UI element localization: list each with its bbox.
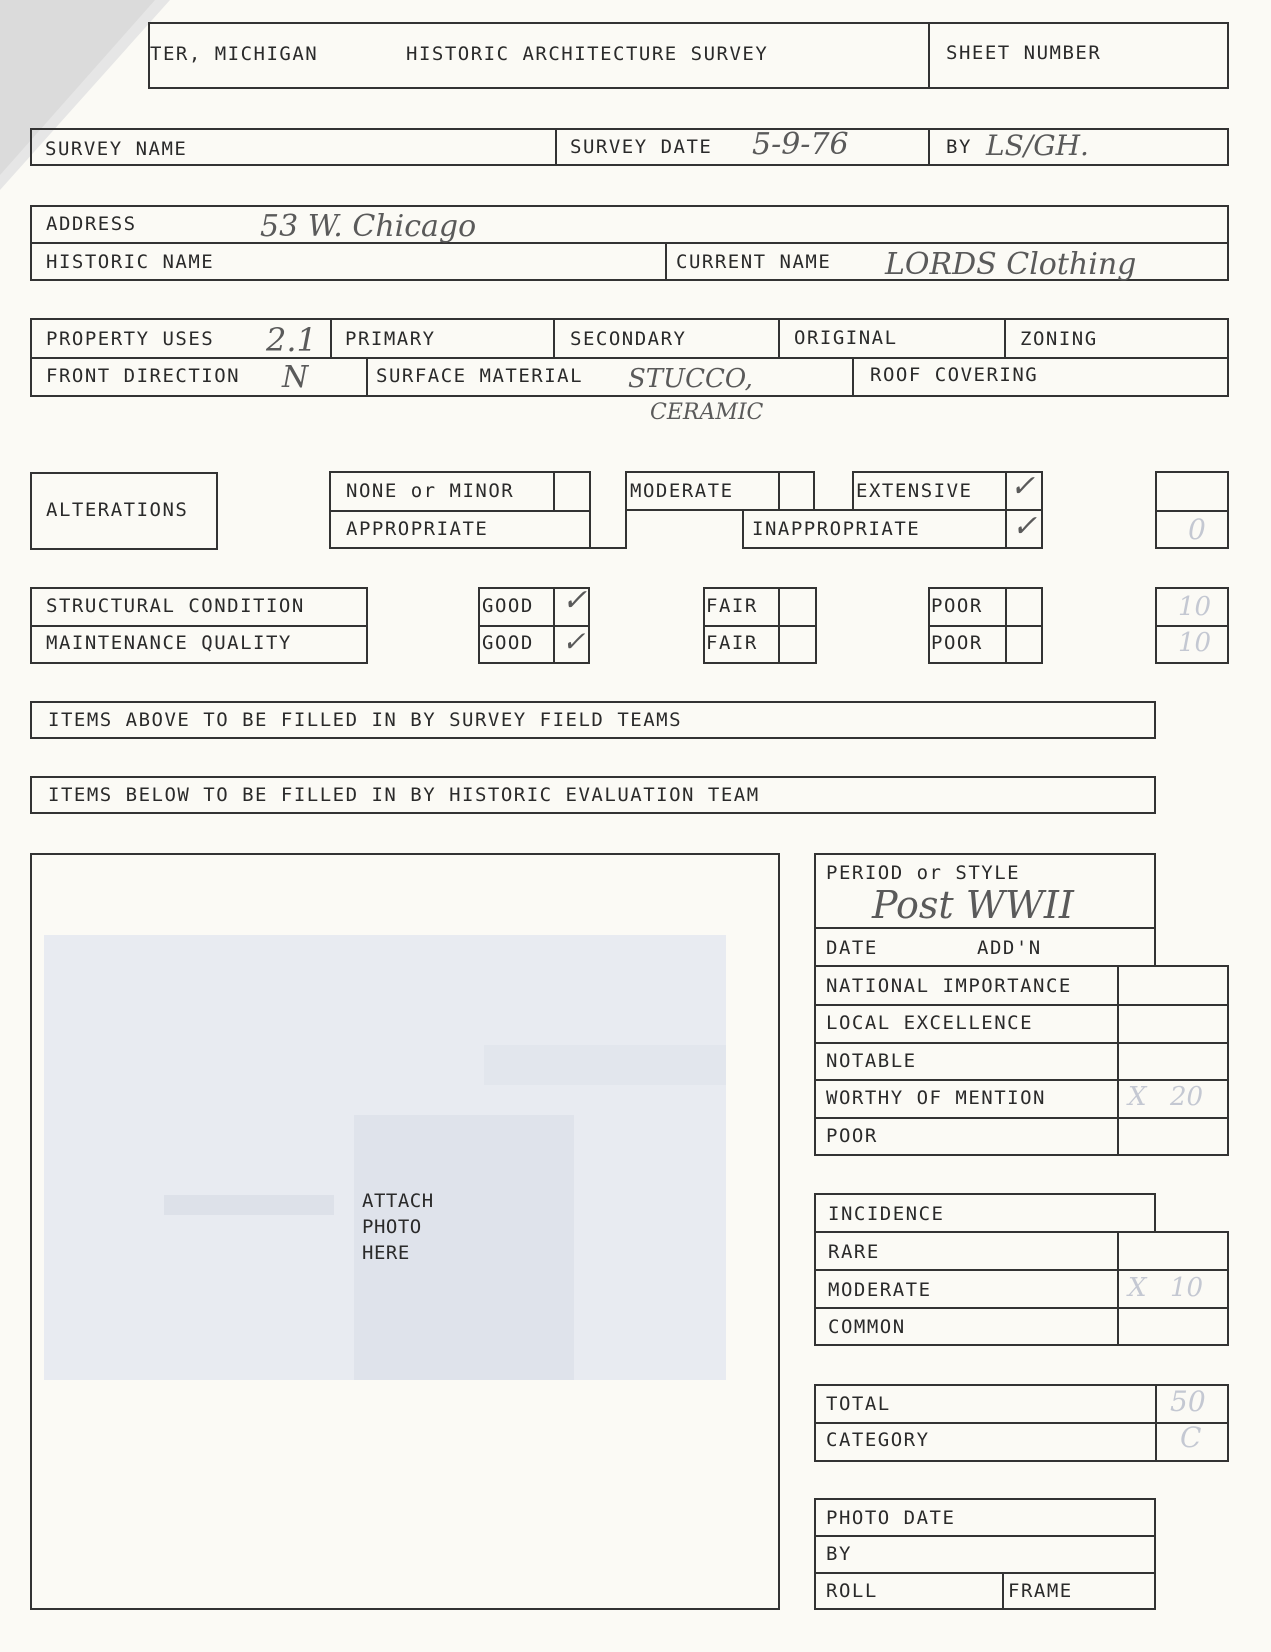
survey-by-value: LS/GH.: [986, 129, 1089, 162]
inappropriate-mark: ✓: [1012, 509, 1038, 544]
extensive-label: EXTENSIVE: [856, 480, 973, 502]
worthy-mark: X: [1128, 1082, 1147, 1112]
maintenance-score: 10: [1178, 628, 1212, 658]
structural-good-mark: ✓: [562, 583, 588, 618]
period-style-label: PERIOD or STYLE: [826, 862, 1021, 884]
rare-label: RARE: [828, 1241, 880, 1263]
maintenance-good-label: GOOD: [482, 632, 534, 654]
address-label: ADDRESS: [46, 213, 137, 235]
front-direction-value: N: [282, 360, 309, 395]
header-city: TER, MICHIGAN: [150, 43, 319, 65]
photo-date-label: PHOTO DATE: [826, 1507, 956, 1529]
survey-name-label: SURVEY NAME: [45, 138, 188, 160]
worthy-score: 20: [1170, 1082, 1204, 1112]
evaluation-poor-label: POOR: [826, 1125, 878, 1147]
inappropriate-label: INAPPROPRIATE: [752, 518, 921, 540]
maintenance-good-mark: ✓: [562, 625, 586, 658]
frame-label: FRAME: [1008, 1580, 1073, 1602]
extensive-mark: ✓: [1010, 469, 1036, 504]
survey-by-label: BY: [946, 136, 972, 158]
property-uses-value: 2.1: [266, 321, 317, 359]
surface-material-label: SURFACE MATERIAL: [376, 365, 584, 387]
photo-ghost: [44, 935, 726, 1380]
surface-material-value-2: CERAMIC: [650, 400, 764, 425]
incidence-moderate-label: MODERATE: [828, 1279, 932, 1301]
zoning-label: ZONING: [1020, 328, 1098, 350]
local-excellence-label: LOCAL EXCELLENCE: [826, 1012, 1034, 1034]
note-above: ITEMS ABOVE TO BE FILLED IN BY SURVEY FIELD TEAMS: [48, 709, 683, 731]
original-label: ORIGINAL: [794, 327, 898, 349]
addn-label: ADD'N: [977, 937, 1042, 959]
incidence-moderate-mark: X: [1128, 1273, 1147, 1303]
moderate-label: MODERATE: [630, 480, 734, 502]
roof-covering-label: ROOF COVERING: [870, 364, 1039, 386]
structural-fair-label: FAIR: [706, 595, 758, 617]
category-label: CATEGORY: [826, 1429, 930, 1451]
survey-date-label: SURVEY DATE: [570, 136, 713, 158]
structural-condition-label: STRUCTURAL CONDITION: [46, 595, 305, 617]
none-minor-label: NONE or MINOR: [346, 480, 515, 502]
secondary-label: SECONDARY: [570, 328, 687, 350]
structural-good-label: GOOD: [482, 595, 534, 617]
category-value: C: [1180, 1421, 1202, 1454]
date-label: DATE: [826, 937, 878, 959]
alterations-score: 0: [1188, 513, 1206, 546]
worthy-of-mention-label: WORTHY OF MENTION: [826, 1087, 1046, 1109]
total-value: 50: [1170, 1385, 1206, 1418]
structural-poor-label: POOR: [931, 595, 983, 617]
surface-material-value: STUCCO,: [628, 364, 753, 394]
notable-label: NOTABLE: [826, 1050, 917, 1072]
structural-score: 10: [1178, 592, 1212, 622]
address-value: 53 W. Chicago: [260, 209, 477, 244]
photo-by-label: BY: [826, 1543, 852, 1565]
sheet-number-label: SHEET NUMBER: [946, 42, 1102, 64]
common-label: COMMON: [828, 1316, 906, 1338]
incidence-moderate-score: 10: [1170, 1273, 1204, 1303]
national-importance-label: NATIONAL IMPORTANCE: [826, 975, 1072, 997]
current-name-label: CURRENT NAME: [676, 251, 832, 273]
maintenance-fair-label: FAIR: [706, 632, 758, 654]
total-label: TOTAL: [826, 1393, 891, 1415]
property-uses-label: PROPERTY USES: [46, 328, 215, 350]
period-style-value: Post WWII: [872, 883, 1074, 927]
appropriate-label: APPROPRIATE: [346, 518, 489, 540]
primary-label: PRIMARY: [345, 328, 436, 350]
current-name-value: LORDS Clothing: [885, 247, 1137, 282]
attach-photo-line-2: PHOTO: [362, 1216, 422, 1238]
survey-date-value: 5-9-76: [752, 127, 849, 162]
maintenance-poor-label: POOR: [931, 632, 983, 654]
attach-photo-line-1: ATTACH: [362, 1190, 434, 1212]
historic-name-label: HISTORIC NAME: [46, 251, 215, 273]
form-title: HISTORIC ARCHITECTURE SURVEY: [406, 43, 769, 65]
maintenance-quality-label: MAINTENANCE QUALITY: [46, 632, 292, 654]
roll-label: ROLL: [826, 1580, 878, 1602]
front-direction-label: FRONT DIRECTION: [46, 365, 241, 387]
attach-photo-line-3: HERE: [362, 1242, 410, 1264]
alterations-label: ALTERATIONS: [46, 499, 189, 521]
incidence-label: INCIDENCE: [828, 1203, 945, 1225]
note-below: ITEMS BELOW TO BE FILLED IN BY HISTORIC EVALUATION TEAM: [48, 784, 760, 806]
